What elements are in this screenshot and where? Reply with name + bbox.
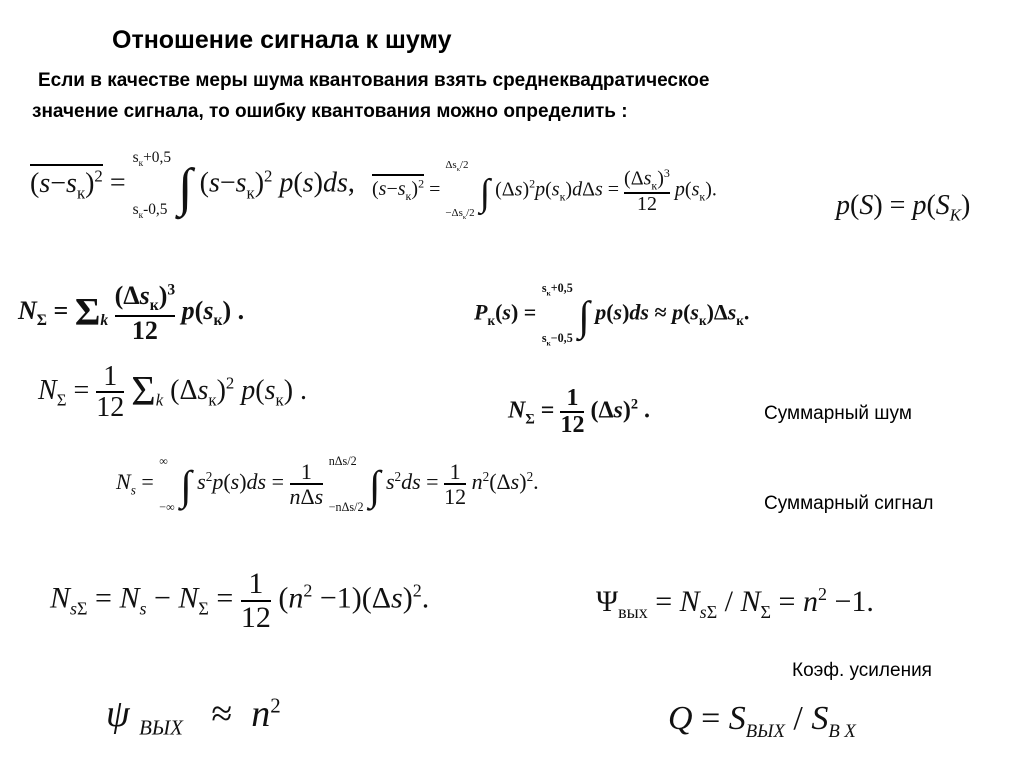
page-title: Отношение сигнала к шуму [112, 26, 452, 54]
label-total-signal: Суммарный сигнал [764, 493, 934, 514]
label-gain: Коэф. усиления [792, 660, 932, 681]
intro-line-2: значение сигнала, то ошибку квантования можно определить : [32, 101, 628, 122]
formula-output-ratio: $\Psi_{вых} = N_{s\Sigma} / N_\Sigma = n^2 -1$. [596, 584, 874, 622]
formula-signal-noise-difference: $N_{s\Sigma} = N_s - N_\Sigma$ = $\frac{1}{12}$ $(n^2 -1)(\Delta s)^2$. [50, 567, 430, 634]
formula-gain: $Q = S_{ВЫХ} / S_{В Х}$ [668, 700, 856, 742]
formula-noise-uniform: $N_\Sigma$ = $\frac{1}{12}$ $(\Delta s)^2$ . [508, 385, 651, 439]
formula-output-ratio-approx: ψ $_{ВЫХ} \approx n^2$ [106, 693, 281, 740]
intro-line-1: Если в качестве меры шума квантования взять среднеквадратическое [38, 70, 710, 91]
formula-mean-square-error: $(s-s_к)^2$ = $s_к+0,5$ $s_к-0,5$ ∫ $(s-s_к)^2$ p(s)ds, [30, 149, 355, 221]
formula-interval-probability: $P_к(s)$ = $s_к+0,5$ $s_к-0,5$ ∫ $p(s)ds \approx p(s_к)\Delta s_к$. [474, 281, 750, 348]
formula-mean-square-error-approx: $(s-s_к)^2$ = $\Delta s_к/2$ $-\Delta s_к/2$ ∫ $(\Delta s)^2p(s_к)d\Delta s$ = $\frac{(\Delta s_к)^3}{12}$ $p(s_к)$. [372, 159, 717, 221]
label-total-noise: Суммарный шум [764, 403, 912, 424]
formula-signal-power: $N_s$ = ∞ −∞ ∫ $s^2p(s)ds$ = $\frac{1}{\text{nΔs}}$ nΔs/2 −nΔs/2 ∫ $s^2ds$ = $\frac{1}{12}$ $n^2(\Delta s)^2$. [116, 454, 539, 515]
formula-noise-sum: $N_\Sigma = \Sigma_k$ $\frac{(\Delta s_к)^3}{12}$ $p(s_к)$ . [18, 281, 245, 345]
formula-noise-sum-simplified: $N_\Sigma$ = $\frac{1}{12}$ $\Sigma_k$ $(\Delta s_к)^2$ $p(s_к)$ . [38, 361, 308, 424]
formula-probability-equality: $p(S) = p(S_K)$ [836, 190, 971, 225]
